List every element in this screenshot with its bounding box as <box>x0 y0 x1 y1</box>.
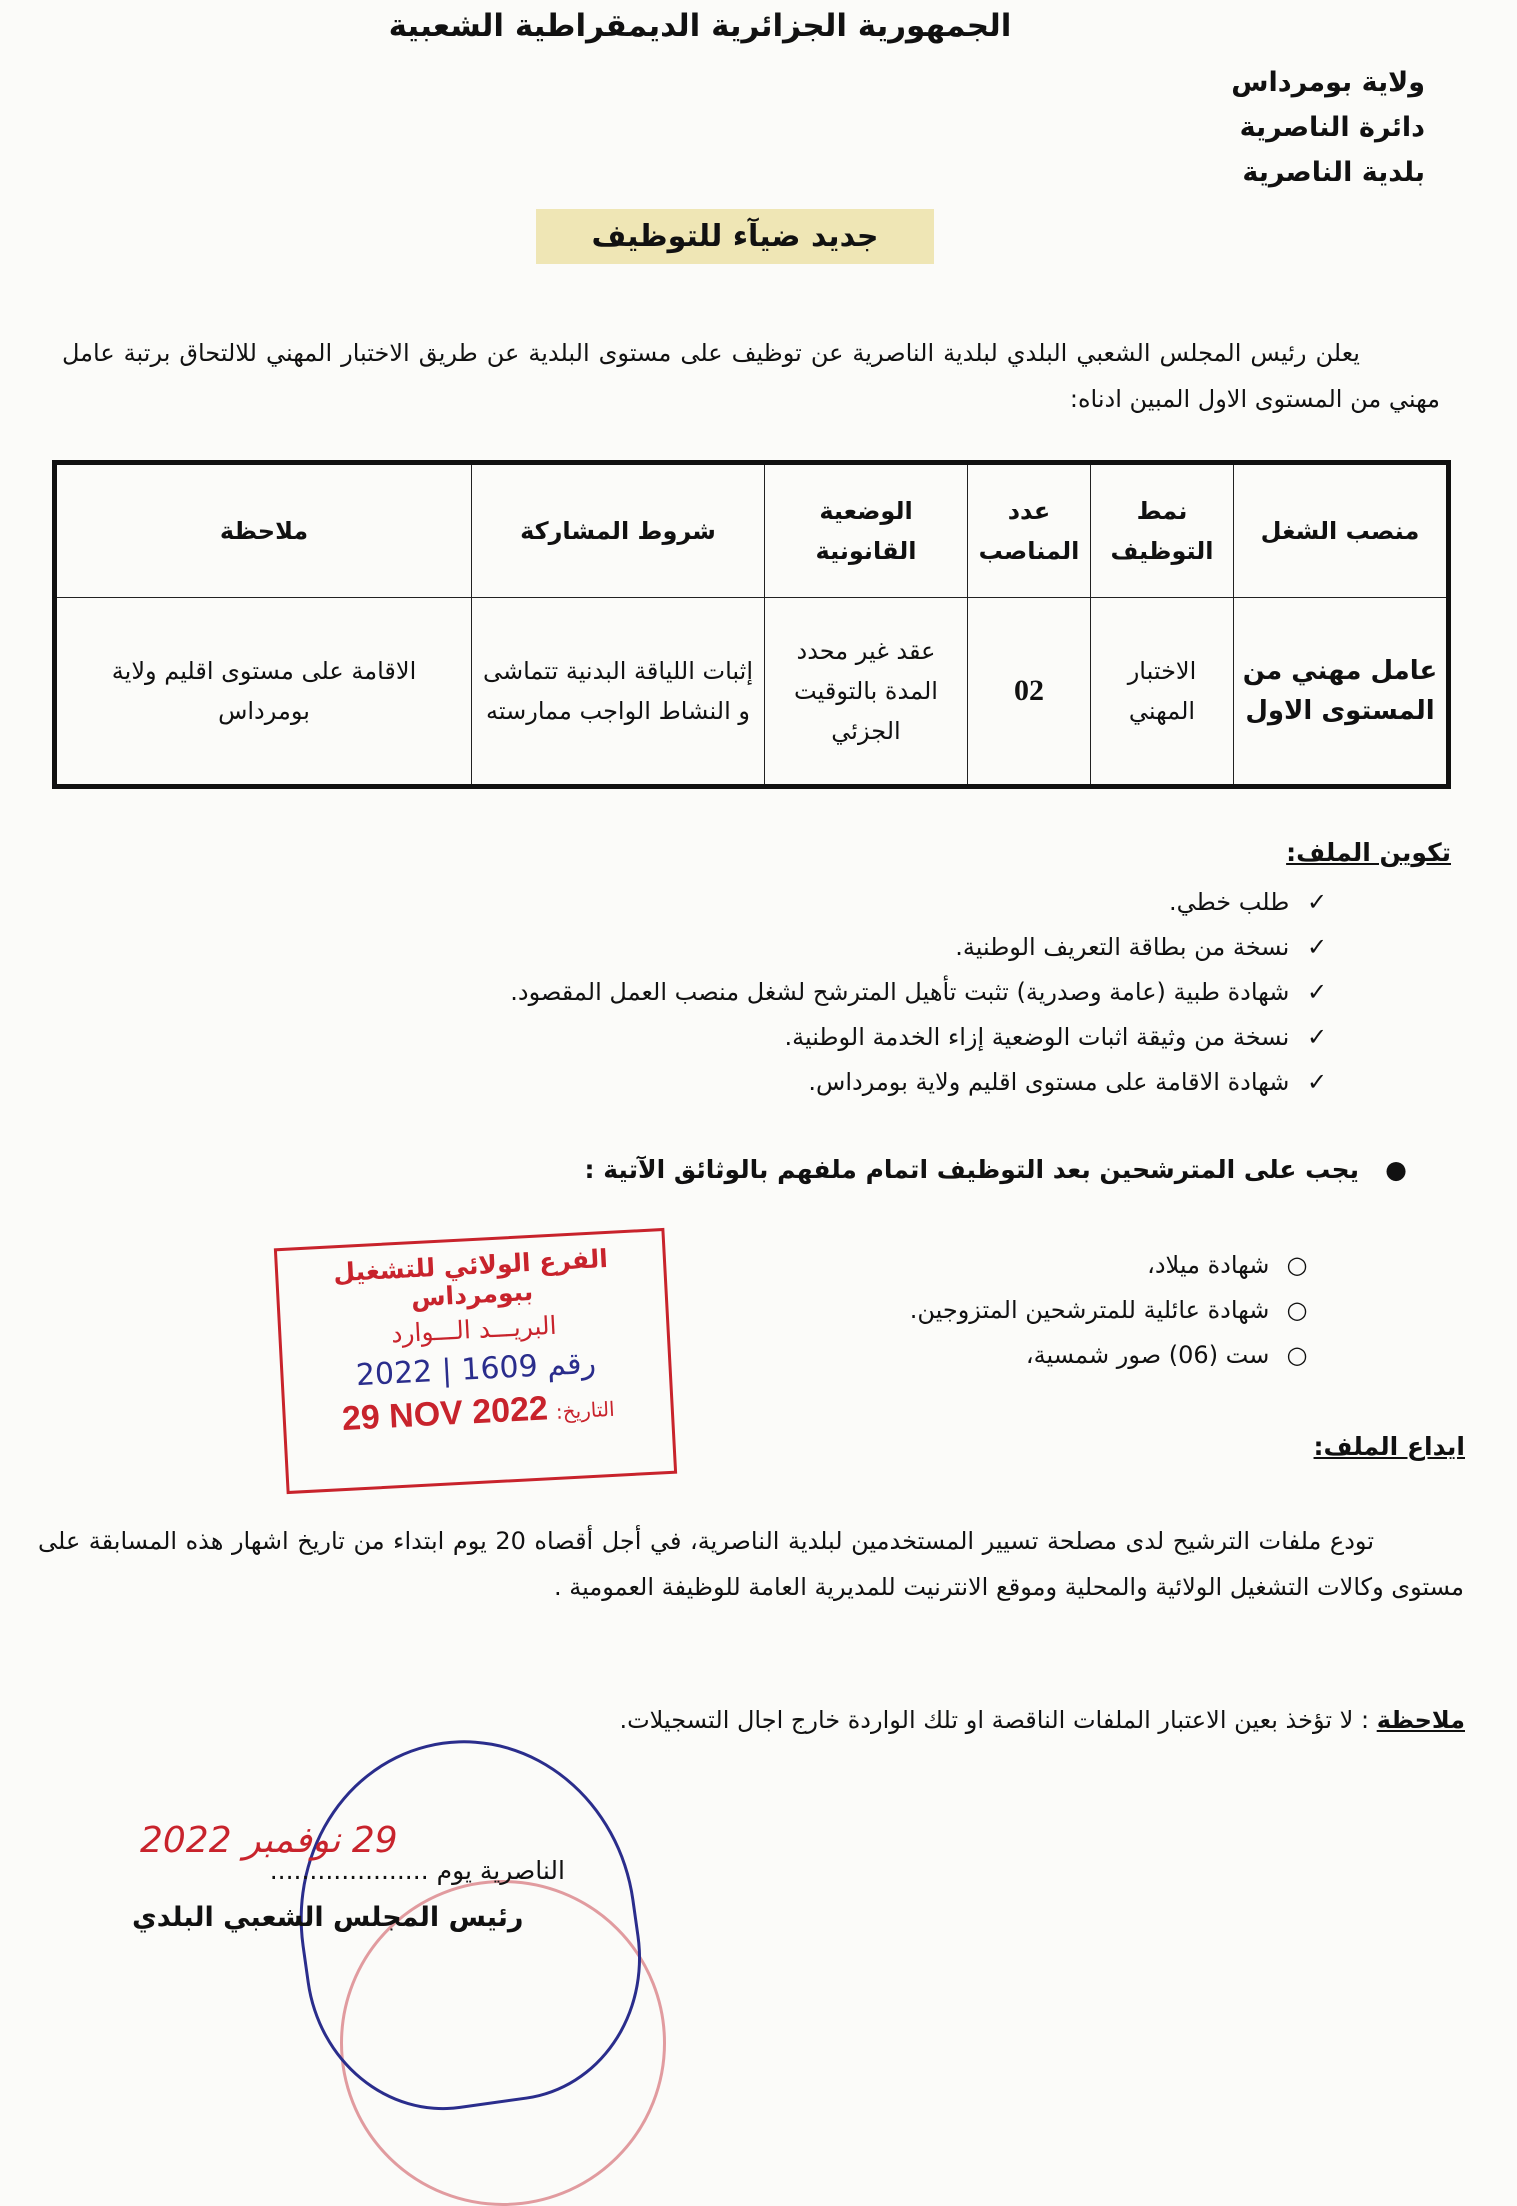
stamp-date: 29 NOV 2022 <box>341 1389 549 1439</box>
note-line: ملاحظة : لا تؤخذ بعين الاعتبار الملفات الناقصة او تلك الواردة خارج اجال التسجيلات. <box>619 1706 1465 1734</box>
file-list <box>510 880 1337 1105</box>
cell: عامل مهني من المستوى الاول <box>1234 598 1449 787</box>
reception-stamp: الفرع الولائي للتشغيل ببومرداس البريـــد الـــوارد رقم 1609 | 2022 التاريخ: 29 NOV 2022 <box>274 1228 677 1494</box>
admin-line: دائرة الناصرية <box>1239 112 1425 143</box>
deposit-paragraph: تودع ملفات الترشيح لدى مصلحة تسيير المستخدمين لبلدية الناصرية، في أجل أقصاه 20 يوم ابتداء من تاريخ اشهار هذه المسابقة على مستوى وكالات التشغيل الولائية والمحلية وموقع الانترنيت للمديرية العامة للوظيفة العمومية . <box>38 1527 1464 1601</box>
cell: الاختبار المهني <box>1091 598 1234 787</box>
after-hiring-note: ● يجب على المترشحين بعد التوظيف اتمام ملفهم بالوثائق الآتية : <box>584 1155 1407 1184</box>
job-table <box>52 460 1451 789</box>
file-section-title: تكوين الملف: <box>1286 838 1451 867</box>
checkmark-icon: ✓ <box>1306 933 1328 961</box>
cell: الاقامة على مستوى اقليم ولاية بومرداس <box>55 598 472 787</box>
table-row <box>55 598 1449 787</box>
cell: عقد غير محدد المدة بالتوقيت الجزئي <box>765 598 968 787</box>
list-item: ✓ شهادة الاقامة على مستوى اقليم ولاية بومرداس. <box>510 1060 1337 1105</box>
admin-line: ولاية بومرداس <box>1231 67 1425 98</box>
checkmark-icon: ✓ <box>1306 978 1328 1006</box>
admin-line: بلدية الناصرية <box>1242 157 1425 188</box>
col-header: منصب الشغل <box>1234 463 1449 598</box>
handwritten-date: 29 نوفمبر 2022 <box>140 1820 398 1861</box>
table-header-row <box>55 463 1449 598</box>
admin-block <box>1231 60 1425 195</box>
list-item: ○ شهادة ميلاد، <box>910 1243 1317 1288</box>
stamp-number: رقم 1609 | 2022 <box>355 1345 597 1394</box>
col-header: الوضعية القانونية <box>765 463 968 598</box>
republic-heading: الجمهورية الجزائرية الديمقراطية الشعبية <box>388 8 1012 44</box>
checkmark-icon: ✓ <box>1306 1023 1328 1051</box>
checkmark-icon: ✓ <box>1306 1068 1328 1096</box>
deposit-section-title: ايداع الملف: <box>1313 1432 1465 1461</box>
col-header: ملاحظة <box>55 463 472 598</box>
circle-bullet-icon: ○ <box>1286 1251 1308 1279</box>
place-date: الناصرية يوم .................... <box>269 1856 565 1885</box>
bullet-icon: ● <box>1359 1155 1407 1184</box>
col-header: نمط التوظيف <box>1091 463 1234 598</box>
list-item: ✓ نسخة من وثيقة اثبات الوضعية إزاء الخدمة الوطنية. <box>510 1015 1337 1060</box>
circle-bullet-icon: ○ <box>1286 1341 1308 1369</box>
list-item: ✓ طلب خطي. <box>510 880 1337 925</box>
cell: إثبات اللياقة البدنية تتماشى و النشاط الواجب ممارسته <box>472 598 765 787</box>
cell: 02 <box>968 598 1091 787</box>
list-item: ○ ست (06) صور شمسية، <box>910 1333 1317 1378</box>
checkmark-icon: ✓ <box>1306 888 1328 916</box>
announcement-banner: جديد ضيآء للتوظيف <box>536 209 934 264</box>
intro-paragraph: يعلن رئيس المجلس الشعبي البلدي لبلدية الناصرية عن توظيف على مستوى البلدية عن طريق الاختبار المهني للالتحاق برتبة عامل مهني من المستوى الاول المبين ادناه: <box>62 339 1440 413</box>
list-item: ✓ شهادة طبية (عامة وصدرية) تثبت تأهيل المترشح لشغل منصب العمل المقصود. <box>510 970 1337 1015</box>
after-list <box>910 1243 1317 1378</box>
col-header: شروط المشاركة <box>472 463 765 598</box>
note-label: ملاحظة <box>1376 1706 1465 1734</box>
col-header: عدد المناصب <box>968 463 1091 598</box>
list-item: ✓ نسخة من بطاقة التعريف الوطنية. <box>510 925 1337 970</box>
circle-bullet-icon: ○ <box>1286 1296 1308 1324</box>
list-item: ○ شهادة عائلية للمترشحين المتزوجين. <box>910 1288 1317 1333</box>
signatory-title: رئيس المجلس الشعبي البلدي <box>132 1902 524 1933</box>
